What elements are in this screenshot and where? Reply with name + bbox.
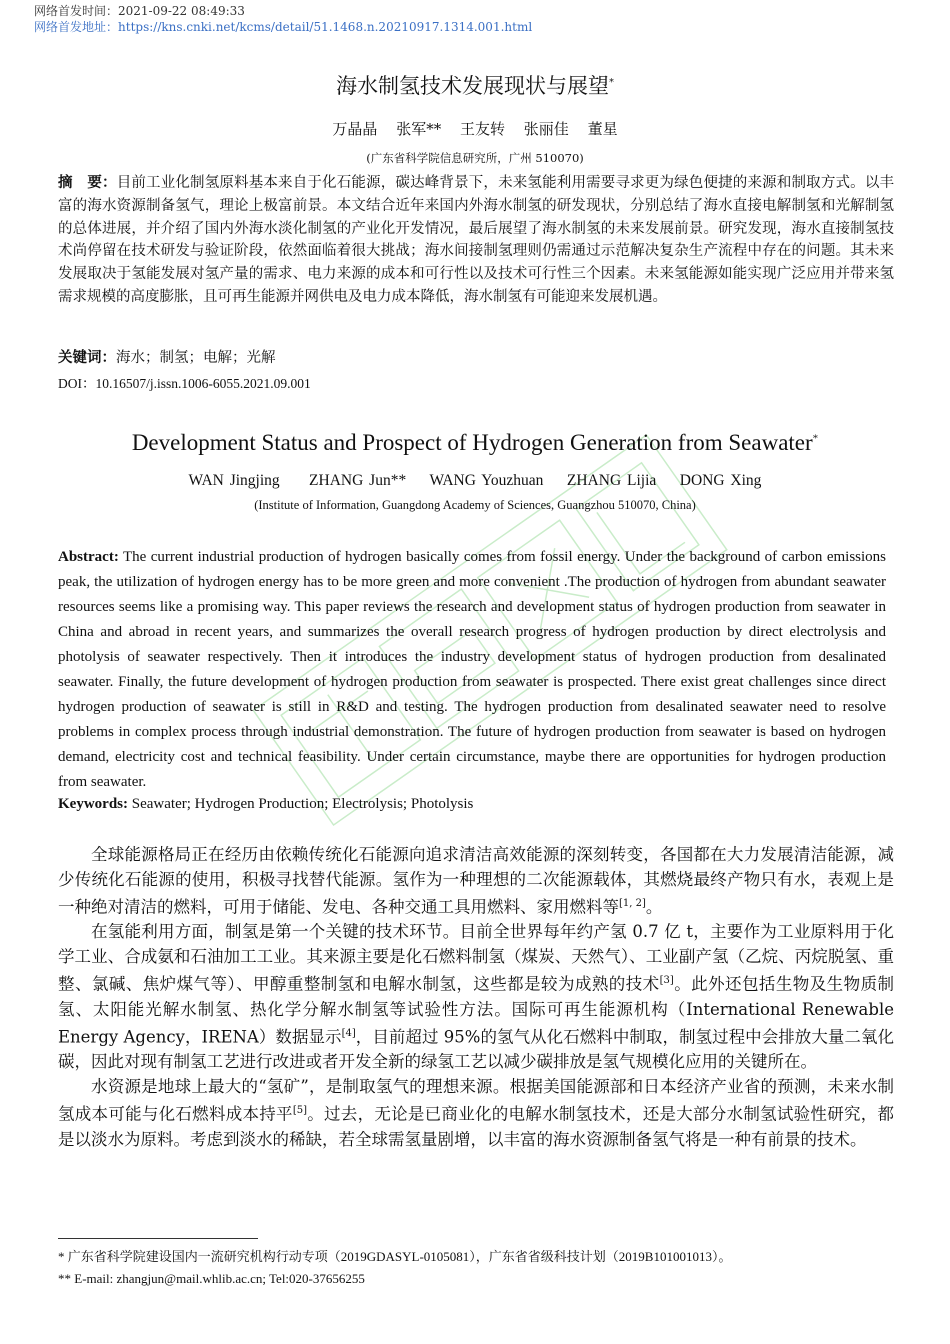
keywords-cn-label: 关键词： — [58, 350, 116, 366]
abstract-en — [58, 545, 886, 795]
abstract-en-text: The current industrial production of hydrogen basically comes from fossil energy. Under the background of carbon emissions peak, the utilization of hydrogen energy has to be more green and more convenient .The production of hydrogen from abundant seawater resources seems like a promising way. This paper reviews the research and development status of hydrogen production from seawater in China and abroad in recent years, and summarizes the overall research progress of hydrogen production by direct electrolysis and photolysis of seawater respectively. Then it introduces the industry development status of hydrogen production from desalinated seawater. Finally, the future development of hydrogen production from seawater is prospected. There exist great challenges since direct hydrogen production of seawater is still in R&D and testing. The hydrogen production from desalinated seawater need to resolve problems in complex process through industrial demonstration. The future of hydrogen production from seawater is based on hydrogen demand, electricity cost and technical feasibility. Under certain circumstance, maybe there are opportunities for hydrogen production from seawater. — [58, 549, 886, 790]
author-en: WAN Jingjing — [188, 472, 280, 489]
body-text-span: ，目前超过 95%的氢气从化石燃料中制取，制氢过程中会排放大量二氧化碳，因此对现有制氢工艺进行改进或者开发全新的绿氢工艺以减少碳排放是氢气规模化应用的关键所在。 — [58, 1027, 894, 1072]
doi[interactable]: DOI：10.16507/j.issn.1006-6055.2021.09.001 — [58, 376, 311, 391]
keywords-en-text: Seawater; Hydrogen Production; Electrolysis; Photolysis — [128, 796, 474, 812]
keywords-cn-text: 海水；制氢；电解；光解 — [116, 350, 276, 366]
keywords-en — [58, 796, 473, 813]
body-paragraph — [58, 1075, 894, 1152]
title-cn-text: 海水制氢技术发展现状与展望 — [336, 74, 609, 98]
author-cn: 张丽佳 — [523, 120, 569, 138]
abstract-cn-label: 摘 要： — [58, 175, 117, 191]
author-en: ZHANG Jun** — [309, 472, 407, 489]
footnote-funding: * 广东省科学院建设国内一流研究机构行动专项（2019GDASYL-0105081），广东省省级科技计划（2019B101001013）。 — [58, 1249, 732, 1264]
body-text-span: 。过去，无论是已商业化的电解水制氢技术，还是大部分水制氢试验性研究，都是以淡水为原料。考虑到淡水的稀缺，若全球需氢量剧增，以丰富的海水资源制备氢气将是一种有前景的技术。 — [58, 1104, 895, 1149]
body-text-span: 水资源是地球上最大的“氢矿”，是制取氢气的理想来源。根据美国能源部和日本经济产业省的预测，未来水制氢成本可能与化石燃料成本持平 — [58, 1076, 894, 1124]
keywords-en-label: Keywords: — [58, 796, 128, 812]
author-en: ZHANG Lijia — [566, 472, 657, 489]
affiliation-en: (Institute of Information, Guangdong Academy of Sciences, Guangzhou 510070, China) — [254, 498, 696, 512]
body-text — [58, 843, 894, 1152]
title-cn-footnote-mark[interactable]: * — [609, 77, 614, 88]
citation-ref[interactable]: [5] — [292, 1105, 307, 1117]
pub-url-label: 网络首发地址： — [34, 20, 119, 34]
footnotes — [58, 1246, 918, 1290]
pub-url-link[interactable]: https://kns.cnki.net/kcms/detail/51.1468.n.20210917.1314.001.html — [118, 20, 533, 34]
affiliation-cn: (广东省科学院信息研究所，广州 510070) — [366, 151, 584, 165]
body-text-span: 在氢能利用方面，制氢是第一个关键的技术环节。目前全世界每年约产氢 0.7 亿 t，主要作为工业原料用于化学工业、合成氨和石油加工工业。其来源主要是化石燃料制氢（煤炭、天然气）、工业副产氢（乙烷、丙烷脱氢、重整、氯碱、焦炉煤气等）、甲醇重整制氢和电解水制氢，这些都是较为成熟的技术 — [58, 922, 894, 994]
body-text-span: 全球能源格局正在经历由依赖传统化石能源向追求清洁高效能源的深刻转变，各国都在大力发展清洁能源，减少传统化石能源的使用，积极寻找替代能源。氢作为一种理想的二次能源载体，其燃烧最终产物只有水，表观上是一种绝对清洁的燃料，可用于储能、发电、各种交通工具用燃料、家用燃料等 — [58, 845, 894, 917]
publication-meta — [34, 3, 532, 35]
author-en: WANG Youzhuan — [429, 472, 544, 489]
citation-ref[interactable]: [4] — [341, 1028, 356, 1040]
body-text-span: 。 — [645, 897, 663, 917]
citation-ref[interactable]: [1, 2] — [619, 898, 646, 910]
authors-cn — [0, 118, 950, 139]
pub-time: 网络首发时间：2021-09-22 08:49:33 — [34, 4, 245, 18]
paper-title-en — [0, 430, 950, 456]
body-paragraph — [58, 843, 894, 920]
author-cn: 张军** — [396, 120, 442, 138]
pub-url-line[interactable] — [34, 19, 532, 35]
author-cn: 王友转 — [459, 120, 505, 138]
abstract-en-label: Abstract: — [58, 549, 119, 565]
body-paragraph — [58, 920, 894, 1075]
abstract-cn-text: 目前工业化制氢原料基本来自于化石能源，碳达峰背景下，未来氢能利用需要寻求更为绿色便捷的来源和制取方式。以丰富的海水资源制备氢气，理论上极富前景。本文结合近年来国内外海水制氢的研发现状，分别总结了海水直接电解制氢和光解制氢的总体进展，并介绍了国内外海水淡化制氢的产业化开发情况，最后展望了海水制氢的未来发展前景。研究发现，海水直接制氢技术尚停留在技术研发与验证阶段，依然面临着很大挑战；海水间接制氢理则仍需通过示范解决复杂生产流程中存在的问题。其未来发展取决于氢能发展对氢产量的需求、电力来源的成本和可行性以及技术可行性三个因素。未来氢能源如能实现广泛应用并带来氢需求规模的高度膨胀，且可再生能源并网供电及电力成本降低，海水制氢有可能迎来发展机遇。 — [58, 175, 895, 305]
body-text-span: 。此外还包括生物及生物质制氢、太阳能光解水制氢、热化学分解水制氢等试验性方法。国际可再生能源机构（International Renewable Energy Agency，IRENA）数据显示 — [58, 974, 895, 1047]
citation-ref[interactable]: [3] — [659, 975, 674, 987]
keywords-cn — [58, 346, 276, 367]
author-cn: 董星 — [587, 120, 618, 138]
abstract-cn — [58, 172, 894, 309]
footnote-divider — [58, 1238, 258, 1239]
author-cn: 万晶晶 — [332, 120, 378, 138]
author-en: DONG Xing — [679, 472, 762, 489]
title-en-footnote-mark[interactable]: * — [812, 432, 819, 445]
authors-en — [0, 472, 950, 490]
footnote-contact: ** E-mail: zhangjun@mail.whlib.ac.cn; Tel:020-37656255 — [58, 1271, 365, 1286]
title-en-text: Development Status and Prospect of Hydrogen Generation from Seawater — [131, 430, 813, 455]
paper-title-cn — [0, 70, 950, 100]
